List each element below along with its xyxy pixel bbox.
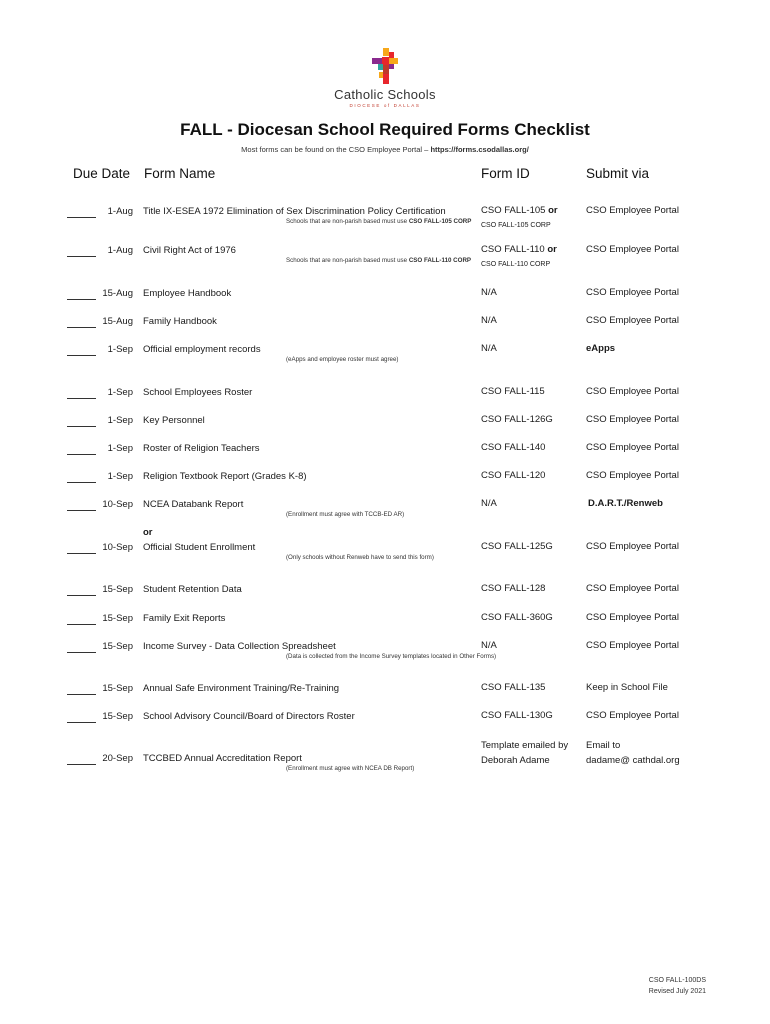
checkbox-blank[interactable]	[67, 722, 96, 723]
checkbox-blank[interactable]	[67, 694, 96, 695]
form-name-text: Employee Handbook	[143, 288, 232, 299]
submit-via	[586, 412, 746, 427]
checkbox-blank[interactable]	[67, 355, 96, 356]
due-date: 1-Sep	[107, 344, 133, 355]
due-date: 1-Sep	[107, 415, 133, 426]
submit-via	[586, 468, 746, 483]
form-name-text: School Employees Roster	[143, 387, 253, 398]
form-note-text: (Only schools without Renweb have to send this form)	[286, 554, 434, 561]
checkbox-blank[interactable]	[67, 595, 96, 596]
submit-via-text: CSO Employee Portal	[586, 244, 679, 255]
submit-via-text: CSO Employee Portal	[586, 414, 679, 425]
submit-via-text: eApps	[586, 343, 616, 354]
submit-via-text: CSO Employee Portal	[586, 640, 679, 651]
form-id	[481, 242, 581, 272]
form-name	[143, 443, 473, 454]
checkbox-blank[interactable]	[67, 299, 96, 300]
form-note	[286, 554, 616, 561]
submit-via	[586, 242, 746, 257]
form-name-text: School Advisory Council/Board of Directors Roster	[143, 711, 355, 722]
form-note-text: Schools that are non-parish based must use	[286, 257, 408, 264]
checkbox-blank[interactable]	[67, 652, 96, 653]
submit-via-text: CSO Employee Portal	[586, 442, 679, 453]
form-name	[143, 683, 473, 694]
form-name-text: Annual Safe Environment Training/Re-Training	[143, 683, 340, 694]
submit-via	[586, 539, 746, 554]
form-id-line: Deborah Adame	[481, 755, 550, 766]
form-note-text: Schools that are non-parish based must use	[286, 218, 408, 225]
checkbox-blank[interactable]	[67, 510, 96, 511]
header-form-id: Form ID	[481, 166, 530, 181]
table-row	[0, 641, 770, 681]
form-id	[481, 581, 581, 596]
logo-subtitle: DIOCESE of DALLAS	[349, 103, 421, 108]
due-date: 15-Sep	[102, 613, 133, 624]
due-date: 15-Aug	[102, 316, 133, 327]
form-id	[481, 313, 581, 328]
submit-via	[586, 384, 746, 399]
form-id-main: CSO FALL-120	[481, 470, 546, 481]
form-id-main: CSO FALL-105	[481, 205, 546, 216]
catholic-schools-logo	[0, 48, 770, 108]
footer-revised-date: Revised July 2021	[648, 988, 706, 995]
form-note	[286, 511, 616, 518]
table-row	[0, 206, 770, 246]
form-name	[143, 471, 473, 482]
form-id	[481, 708, 581, 723]
table-row	[0, 245, 770, 285]
submit-via	[586, 738, 746, 768]
form-note-text: (eApps and employee roster must agree)	[286, 356, 399, 363]
due-date: 10-Sep	[102, 542, 133, 553]
form-note-text: (Data is collected from the Income Survey templates located in Other Forms)	[286, 653, 497, 660]
submit-via	[586, 638, 746, 653]
form-id-or: or	[547, 244, 557, 255]
form-name	[143, 206, 473, 225]
form-name-text: Civil Right Act of 1976	[143, 245, 236, 256]
submit-via	[586, 341, 746, 356]
due-date: 20-Sep	[102, 753, 133, 764]
form-id	[481, 285, 581, 300]
table-row	[0, 344, 770, 384]
due-date: 15-Sep	[102, 683, 133, 694]
form-id	[481, 680, 581, 695]
submit-via	[586, 708, 746, 723]
form-name-text: Religion Textbook Report (Grades K-8)	[143, 471, 307, 482]
due-date: 10-Sep	[102, 499, 133, 510]
submit-via	[586, 203, 746, 218]
checkbox-blank[interactable]	[67, 482, 96, 483]
submit-via	[586, 313, 746, 328]
submit-via-line: Email to	[586, 740, 621, 751]
header-due-date: Due Date	[73, 166, 131, 181]
form-note	[286, 653, 616, 660]
form-id-alt: CSO FALL-105 CORP	[481, 222, 551, 229]
submit-via	[586, 680, 746, 695]
due-date: 1-Sep	[107, 443, 133, 454]
submit-via	[588, 496, 748, 511]
header-form-name: Form Name	[144, 166, 216, 181]
submit-via-text: CSO Employee Portal	[586, 710, 679, 721]
form-name	[143, 542, 473, 561]
checkbox-blank[interactable]	[67, 764, 96, 765]
form-id-line: Template emailed by	[481, 740, 569, 751]
submit-via-text: CSO Employee Portal	[586, 386, 679, 397]
table-row	[0, 739, 770, 779]
cross-logo-icon	[367, 48, 403, 86]
submit-via	[586, 581, 746, 596]
form-id	[481, 638, 581, 653]
submit-via	[586, 610, 746, 625]
due-date: 15-Aug	[102, 288, 133, 299]
form-name	[143, 245, 473, 264]
due-date: 15-Sep	[102, 641, 133, 652]
form-id-main: N/A	[481, 498, 497, 509]
form-name-text: Official employment records	[143, 344, 261, 355]
checkbox-blank[interactable]	[67, 256, 96, 257]
form-id-or: or	[548, 205, 558, 216]
checkbox-blank[interactable]	[67, 327, 96, 328]
form-id-main: CSO FALL-130G	[481, 710, 553, 721]
table-row	[0, 499, 770, 539]
submit-via-text: Keep in School File	[586, 682, 668, 693]
form-note	[286, 356, 616, 363]
checkbox-blank[interactable]	[67, 553, 96, 554]
form-name	[143, 584, 473, 595]
form-id-main: CSO FALL-125G	[481, 541, 553, 552]
form-id-main: N/A	[481, 315, 497, 326]
checkbox-blank[interactable]	[67, 426, 96, 427]
checkbox-blank[interactable]	[67, 624, 96, 625]
form-id-main: CSO FALL-110	[481, 244, 545, 255]
due-date: 15-Sep	[102, 711, 133, 722]
form-id	[481, 539, 581, 554]
form-name	[143, 415, 473, 426]
form-note-bold: CSO FALL-105 CORP	[408, 218, 472, 225]
table-row	[0, 542, 770, 582]
form-id-main: CSO FALL-135	[481, 682, 546, 693]
form-id	[481, 738, 581, 768]
forms-portal-link[interactable]: https://forms.csodallas.org/	[430, 145, 529, 154]
form-id-main: CSO FALL-360G	[481, 612, 553, 623]
form-id-main: N/A	[481, 287, 497, 298]
form-id	[481, 203, 581, 233]
form-name-text: Official Student Enrollment	[143, 542, 256, 553]
submit-via-text: CSO Employee Portal	[586, 287, 679, 298]
checkbox-blank[interactable]	[67, 217, 96, 218]
submit-via-text: CSO Employee Portal	[586, 205, 679, 216]
form-id	[481, 440, 581, 455]
form-name-text: NCEA Databank Report	[143, 499, 244, 510]
form-name	[143, 753, 473, 772]
or-separator: or	[143, 527, 153, 538]
header-submit-via: Submit via	[586, 166, 650, 181]
page-subtitle	[0, 145, 770, 154]
form-id	[481, 610, 581, 625]
form-name-text: Income Survey - Data Collection Spreadsheet	[143, 641, 336, 652]
form-name	[143, 613, 473, 624]
form-id	[481, 341, 581, 356]
form-id-main: N/A	[481, 343, 497, 354]
form-name-text: Title IX-ESEA 1972 Elimination of Sex Discrimination Policy Certification	[143, 206, 446, 217]
form-note-text: (Enrollment must agree with NCEA DB Report)	[286, 765, 415, 772]
footer-form-code: CSO FALL-100DS	[648, 977, 706, 984]
form-note-text: (Enrollment must agree with TCCB-ED AR)	[286, 511, 405, 518]
form-id-alt: CSO FALL-110 CORP	[481, 261, 551, 268]
submit-via	[586, 440, 746, 455]
due-date: 1-Aug	[107, 206, 133, 217]
form-name	[143, 288, 473, 299]
form-name	[143, 316, 473, 327]
form-name-text: Family Exit Reports	[143, 613, 226, 624]
form-name	[143, 499, 473, 518]
form-name	[143, 387, 473, 398]
form-name-text: Student Retention Data	[143, 584, 242, 595]
submit-via-text: CSO Employee Portal	[586, 583, 679, 594]
submit-via-text: CSO Employee Portal	[586, 470, 679, 481]
form-id-main: N/A	[481, 640, 497, 651]
form-name	[143, 711, 473, 722]
logo-name: Catholic Schools	[334, 87, 436, 102]
due-date: 1-Aug	[107, 245, 133, 256]
submit-via-text: CSO Employee Portal	[586, 541, 679, 552]
page-title: FALL - Diocesan School Required Forms Checklist	[180, 120, 590, 139]
due-date: 1-Sep	[107, 387, 133, 398]
form-name-text: TCCBED Annual Accreditation Report	[143, 753, 302, 764]
form-id	[481, 468, 581, 483]
checkbox-blank[interactable]	[67, 398, 96, 399]
submit-via-text: CSO Employee Portal	[586, 612, 679, 623]
subtitle-text: Most forms can be found on the CSO Employee Portal –	[241, 145, 429, 154]
checkbox-blank[interactable]	[67, 454, 96, 455]
form-note-bold: CSO FALL-110 CORP	[408, 257, 472, 264]
submit-via	[586, 285, 746, 300]
due-date: 1-Sep	[107, 471, 133, 482]
submit-via-text: CSO Employee Portal	[586, 315, 679, 326]
form-name	[143, 344, 473, 363]
due-date: 15-Sep	[102, 584, 133, 595]
form-id-main: CSO FALL-126G	[481, 414, 553, 425]
form-id-main: CSO FALL-140	[481, 442, 546, 453]
form-name-text: Roster of Religion Teachers	[143, 443, 260, 454]
submit-via-text: D.A.R.T./Renweb	[588, 498, 663, 509]
form-id-main: CSO FALL-115	[481, 386, 545, 397]
form-name-text: Key Personnel	[143, 415, 205, 426]
form-id	[481, 384, 581, 399]
submit-via-email[interactable]: dadame@ cathdal.org	[586, 755, 680, 766]
form-id-main: CSO FALL-128	[481, 583, 546, 594]
form-id	[481, 496, 581, 511]
form-id	[481, 412, 581, 427]
form-name-text: Family Handbook	[143, 316, 217, 327]
